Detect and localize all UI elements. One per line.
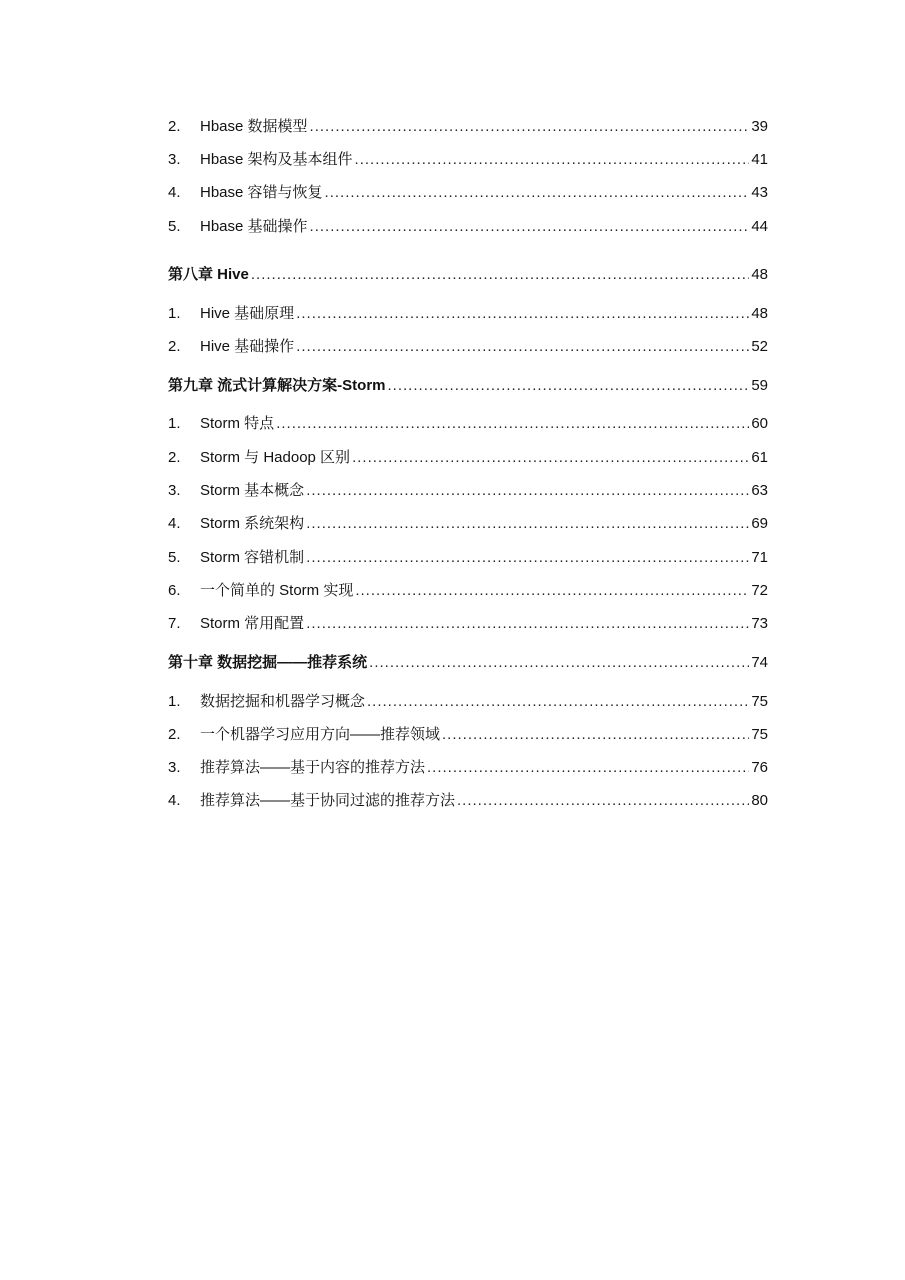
toc-entry-page: 60 <box>751 415 768 433</box>
toc-entry-number: 2. <box>168 338 181 356</box>
toc-entry-number: 4. <box>168 184 181 202</box>
dot-leader <box>325 183 750 203</box>
toc-entry-title: 一个简单的 Storm 实现 <box>200 581 354 599</box>
dot-leader <box>369 653 749 673</box>
toc-entry-page: 44 <box>751 217 768 235</box>
dot-leader <box>310 117 750 137</box>
toc-entry-title: Hive 基础原理 <box>200 304 295 322</box>
toc-entry-number: 5. <box>168 548 181 566</box>
toc-entry-page: 71 <box>751 548 768 566</box>
dot-leader <box>306 514 749 534</box>
dot-leader <box>388 376 750 396</box>
toc-entry-storm-fault-tolerance[interactable] <box>168 541 768 574</box>
toc-entry-page: 39 <box>751 117 768 135</box>
toc-chapter-title: 第九章 流式计算解决方案-Storm <box>168 376 386 394</box>
toc-entry-number: 5. <box>168 217 181 235</box>
toc-entry-title: Storm 容错机制 <box>200 548 305 566</box>
toc-entry-title: Storm 特点 <box>200 415 275 433</box>
toc-entry-title: Storm 常用配置 <box>200 615 305 633</box>
toc-entry-page: 61 <box>751 448 768 466</box>
toc-entry-title: 推荐算法——基于协同过滤的推荐方法 <box>200 792 456 810</box>
toc-entry-ml-recommendation[interactable] <box>168 718 768 751</box>
toc-entry-title: 数据挖掘和机器学习概念 <box>200 692 366 710</box>
toc-entry-page: 52 <box>751 338 768 356</box>
dot-leader <box>306 548 749 568</box>
dot-leader <box>310 217 750 237</box>
dot-leader <box>306 614 749 634</box>
toc-chapter-10-data-mining[interactable] <box>168 641 768 685</box>
toc-chapter-page: 59 <box>751 376 768 394</box>
toc-entry-title: Hbase 基础操作 <box>200 217 308 235</box>
dot-leader <box>355 150 750 170</box>
toc-entry-page: 48 <box>751 304 768 322</box>
toc-entry-title: 推荐算法——基于内容的推荐方法 <box>200 759 426 777</box>
dot-leader <box>427 758 749 778</box>
toc-entry-hbase-basic-ops[interactable] <box>168 210 768 243</box>
toc-entry-page: 75 <box>751 725 768 743</box>
toc-entry-hbase-architecture[interactable] <box>168 143 768 176</box>
toc-entry-title: Storm 基本概念 <box>200 482 305 500</box>
toc-entry-collaborative-filtering[interactable] <box>168 785 768 818</box>
toc-entry-storm-concepts[interactable] <box>168 474 768 507</box>
toc-entry-number: 6. <box>168 581 181 599</box>
toc-entry-page: 72 <box>751 581 768 599</box>
toc-entry-page: 75 <box>751 692 768 710</box>
dot-leader <box>355 581 749 601</box>
toc-entry-storm-features[interactable] <box>168 408 768 441</box>
dot-leader <box>306 481 749 501</box>
toc-entry-number: 7. <box>168 615 181 633</box>
toc-entry-number: 4. <box>168 792 181 810</box>
toc-entry-page: 63 <box>751 482 768 500</box>
toc-entry-number: 3. <box>168 759 181 777</box>
toc-entry-number: 3. <box>168 150 181 168</box>
toc-chapter-page: 48 <box>751 266 768 284</box>
toc-entry-storm-architecture[interactable] <box>168 508 768 541</box>
toc-chapter-9-storm[interactable] <box>168 364 768 408</box>
toc-entry-number: 2. <box>168 725 181 743</box>
toc-entry-hive-basic-ops[interactable] <box>168 330 768 363</box>
dot-leader <box>296 337 749 357</box>
table-of-contents <box>168 110 768 818</box>
toc-entry-page: 76 <box>751 759 768 777</box>
toc-entry-title: Storm 系统架构 <box>200 515 305 533</box>
toc-entry-number: 3. <box>168 482 181 500</box>
toc-entry-title: Storm 与 Hadoop 区别 <box>200 448 351 466</box>
toc-entry-title: 一个机器学习应用方向——推荐领域 <box>200 725 441 743</box>
dot-leader <box>367 692 749 712</box>
toc-entry-hbase-fault-tolerance[interactable] <box>168 177 768 210</box>
toc-chapter-title: 第十章 数据挖掘——推荐系统 <box>168 653 368 671</box>
toc-entry-hbase-data-model[interactable] <box>168 110 768 143</box>
toc-entry-title: Hbase 容错与恢复 <box>200 184 323 202</box>
toc-entry-storm-vs-hadoop[interactable] <box>168 441 768 474</box>
toc-entry-hive-principles[interactable] <box>168 297 768 330</box>
toc-entry-title: Hive 基础操作 <box>200 338 295 356</box>
dot-leader <box>457 791 749 811</box>
toc-entry-number: 2. <box>168 117 181 135</box>
toc-chapter-title: 第八章 Hive <box>168 266 249 284</box>
dot-leader <box>296 304 749 324</box>
toc-chapter-8-hive[interactable] <box>168 253 768 297</box>
toc-entry-number: 1. <box>168 692 181 710</box>
dot-leader <box>442 725 749 745</box>
toc-entry-content-based[interactable] <box>168 751 768 784</box>
dot-leader <box>352 448 749 468</box>
toc-entry-number: 1. <box>168 415 181 433</box>
toc-entry-page: 69 <box>751 515 768 533</box>
toc-entry-page: 80 <box>751 792 768 810</box>
toc-entry-page: 43 <box>751 184 768 202</box>
toc-entry-number: 2. <box>168 448 181 466</box>
toc-entry-page: 41 <box>751 150 768 168</box>
toc-chapter-page: 74 <box>751 653 768 671</box>
dot-leader <box>276 414 749 434</box>
toc-entry-title: Hbase 架构及基本组件 <box>200 150 353 168</box>
toc-entry-number: 4. <box>168 515 181 533</box>
toc-entry-ml-concepts[interactable] <box>168 685 768 718</box>
toc-entry-storm-config[interactable] <box>168 608 768 641</box>
toc-entry-title: Hbase 数据模型 <box>200 117 308 135</box>
toc-entry-storm-simple-impl[interactable] <box>168 574 768 607</box>
toc-entry-number: 1. <box>168 304 181 322</box>
dot-leader <box>251 265 749 285</box>
toc-entry-page: 73 <box>751 615 768 633</box>
